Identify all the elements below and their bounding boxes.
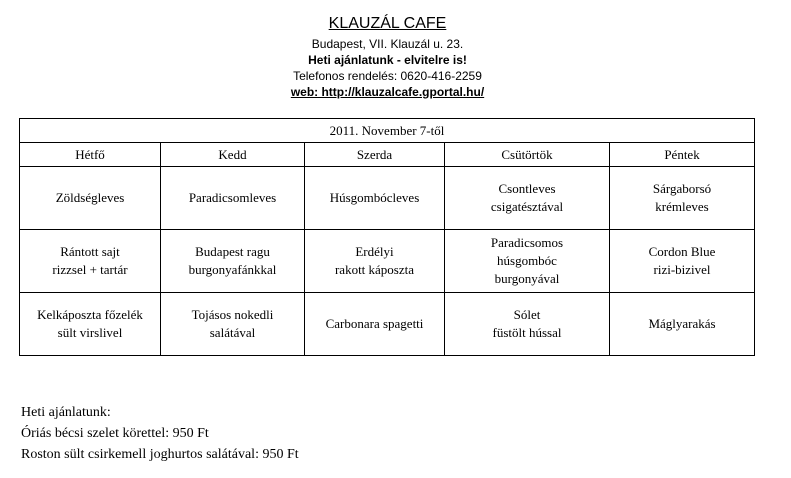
dish-line: rakott káposzta [334, 262, 415, 277]
dish-cell [305, 230, 445, 293]
day-header: Csütörtök [445, 143, 610, 167]
day-header-row [20, 143, 755, 167]
website-link[interactable]: web: http://klauzalcafe.gportal.hu/ [290, 85, 485, 99]
menu-date: 2011. November 7-től [20, 119, 755, 143]
day-header: Kedd [161, 143, 305, 167]
weekly-menu-table [19, 118, 755, 356]
dish-cell [161, 167, 305, 230]
phone-order: Telefonos rendelés: 0620-416-2259 [293, 69, 482, 83]
dish-line: Cordon Blue [648, 244, 716, 259]
special-item: Óriás bécsi szelet körettel: 950 Ft [21, 426, 209, 441]
dish-line: Zöldségleves [55, 190, 125, 205]
dish-row [20, 230, 755, 293]
dish-cell [445, 293, 610, 356]
dish-line: burgonyával [494, 271, 560, 286]
dish-line: Paradicsomleves [188, 190, 277, 205]
dish-line: salátával [209, 325, 256, 340]
dish-line: Carbonara spagetti [325, 316, 424, 331]
dish-cell [20, 230, 161, 293]
dish-line: Sólet [513, 307, 541, 322]
weekly-offer-note: Heti ajánlatunk - elvitelre is! [308, 53, 467, 67]
dish-cell [305, 293, 445, 356]
dish-line: rizi-bizivel [653, 262, 711, 277]
dish-line: Sárgaborsó [652, 181, 712, 196]
dish-cell [20, 293, 161, 356]
special-item: Roston sült csirkemell joghurtos salátával: 950 Ft [21, 447, 299, 462]
dish-line: Paradicsomos [490, 235, 564, 250]
dish-line: Budapest ragu [195, 244, 270, 259]
dish-line: Tojásos nokedli [191, 307, 274, 322]
specials-heading: Heti ajánlatunk: [21, 405, 111, 420]
day-header: Szerda [305, 143, 445, 167]
dish-line: Kelkáposzta főzelék [37, 307, 143, 322]
dish-cell [610, 293, 755, 356]
dish-line: burgonyafánkkal [188, 262, 277, 277]
dish-line: Máglyarakás [648, 316, 716, 331]
dish-cell [445, 230, 610, 293]
dish-cell [445, 167, 610, 230]
dish-line: csigatésztával [490, 199, 564, 214]
weekly-specials [21, 402, 299, 465]
dish-cell [161, 293, 305, 356]
dish-cell [610, 230, 755, 293]
dish-line: krémleves [655, 199, 709, 214]
dish-line: sült virslivel [57, 325, 123, 340]
restaurant-header [0, 14, 775, 100]
restaurant-name: KLAUZÁL CAFE [328, 15, 447, 32]
dish-row [20, 167, 755, 230]
dish-cell [305, 167, 445, 230]
dish-cell [161, 230, 305, 293]
dish-line: Húsgombócleves [329, 190, 420, 205]
dish-line: Erdélyi [355, 244, 394, 259]
menu-date-row [20, 119, 755, 143]
dish-line: Rántott sajt [60, 244, 120, 259]
day-header: Hétfő [20, 143, 161, 167]
dish-line: rizzsel + tartár [52, 262, 128, 277]
restaurant-address: Budapest, VII. Klauzál u. 23. [311, 37, 464, 51]
dish-cell [610, 167, 755, 230]
dish-cell [20, 167, 161, 230]
dish-line: Csontleves [498, 181, 556, 196]
dish-line: füstölt hússal [492, 325, 562, 340]
dish-line: húsgombóc [497, 253, 557, 268]
dish-row [20, 293, 755, 356]
day-header: Péntek [610, 143, 755, 167]
